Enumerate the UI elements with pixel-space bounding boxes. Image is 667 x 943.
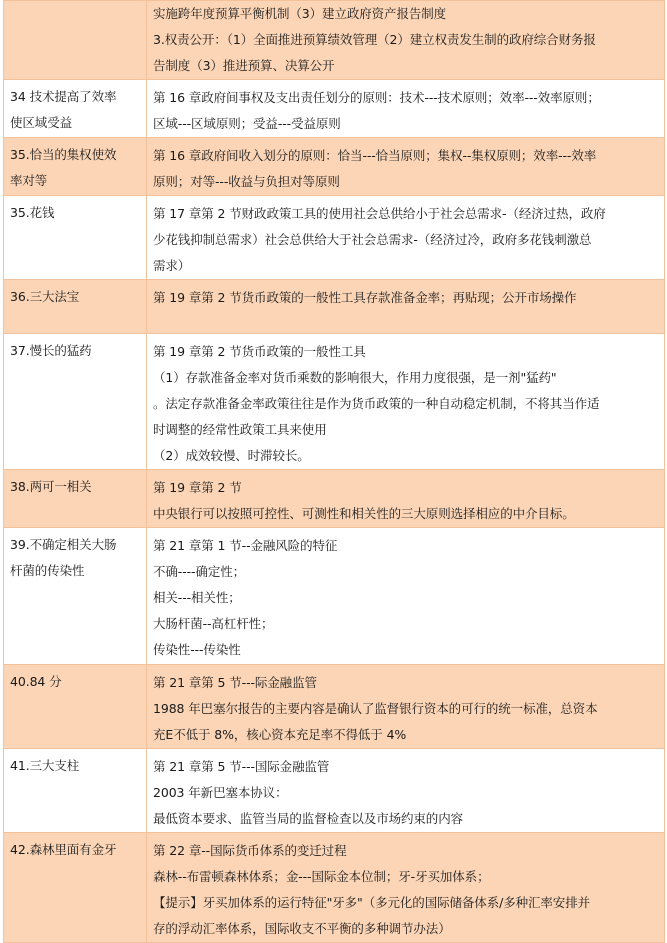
row-content bbox=[147, 1, 665, 80]
table-row bbox=[4, 80, 665, 138]
content-line: 告制度（3）推进预算、决算公开 bbox=[153, 58, 335, 73]
table-row bbox=[4, 665, 665, 749]
row-key: 35.花钱 bbox=[4, 196, 147, 280]
row-key: 36.三大法宝 bbox=[4, 280, 147, 334]
table-row bbox=[4, 196, 665, 280]
row-content: 第 16 章政府间事权及支出责任划分的原则：技术---技术原则；效率---效率原则； 区域---区域原则；受益---受益原则 bbox=[147, 80, 665, 138]
content-line: 3.权责公开：（1）全面推进预算绩效管理（2）建立权责发生制的政府综合财务报 bbox=[153, 32, 596, 47]
content-line: 实施跨年度预算平衡机制（3）建立政府资产报告制度 bbox=[153, 6, 447, 21]
table-row bbox=[4, 280, 665, 334]
row-key: 39.不确定相关大肠 杆菌的传染性 bbox=[4, 528, 147, 665]
row-key: 34 技术提高了效率 使区域受益 bbox=[4, 80, 147, 138]
memory-table bbox=[3, 0, 665, 943]
table-row bbox=[4, 138, 665, 196]
row-key bbox=[4, 1, 147, 80]
row-content: 第 21 章第 1 节--金融风险的特征 不确----确定性； 相关---相关性； 大肠杆菌--高杠杆性； 传染性---传染性 bbox=[147, 528, 665, 665]
table-row bbox=[4, 334, 665, 470]
row-key: 35.恰当的集权使效 率对等 bbox=[4, 138, 147, 196]
table-row bbox=[4, 1, 665, 80]
table-row bbox=[4, 833, 665, 943]
row-content: 第 21 章第 5 节---国际金融监管 2003 年新巴塞本协议： 最低资本要求、监管当局的监督检查以及市场约束的内容 bbox=[147, 749, 665, 833]
row-content: 第 19 章第 2 节货币政策的一般性工具 （1）存款准备金率对货币乘数的影响很大，作用力度很强，是一剂"猛药" 。法定存款准备金率政策往往是作为货币政策的一种自动稳定机制，不将其当作适 时调整的经常性政策工具来使用 （2）成效较慢、时滞较长。 bbox=[147, 334, 665, 470]
row-key: 42.森林里面有金牙 bbox=[4, 833, 147, 943]
row-content: 第 16 章政府间收入划分的原则：恰当---恰当原则；集权--集权原则；效率---效率 原则；对等---收益与负担对等原则 bbox=[147, 138, 665, 196]
table-row bbox=[4, 470, 665, 528]
row-content: 第 19 章第 2 节货币政策的一般性工具存款准备金率；再贴现；公开市场操作 bbox=[147, 280, 665, 334]
row-key: 37.慢长的猛药 bbox=[4, 334, 147, 470]
row-content: 第 19 章第 2 节 中央银行可以按照可控性、可测性和相关性的三大原则选择相应的中介目标。 bbox=[147, 470, 665, 528]
row-key: 41.三大支柱 bbox=[4, 749, 147, 833]
row-content: 第 17 章第 2 节财政政策工具的使用社会总供给小于社会总需求-（经济过热，政府 少花钱抑制总需求）社会总供给大于社会总需求-（经济过冷，政府多花钱刺激总 需求） bbox=[147, 196, 665, 280]
row-content: 第 21 章第 5 节---际金融监管 1988 年巴塞尔报告的主要内容是确认了监督银行资本的可行的统一标准，总资本 充E不低于 8%，核心资本充足率不得低于 4% bbox=[147, 665, 665, 749]
row-key: 38.两可一相关 bbox=[4, 470, 147, 528]
row-key: 40.84 分 bbox=[4, 665, 147, 749]
row-content: 第 22 章--国际货币体系的变迁过程 森林--布雷顿森林体系；金---国际金本位制；牙-牙买加体系； 【提示】牙买加体系的运行特征"牙多"（多元化的国际储备体系/多种汇率安排并 存的浮动汇率体系，国际收支不平衡的多种调节办法） bbox=[147, 833, 665, 943]
table-row bbox=[4, 749, 665, 833]
table-row bbox=[4, 528, 665, 665]
